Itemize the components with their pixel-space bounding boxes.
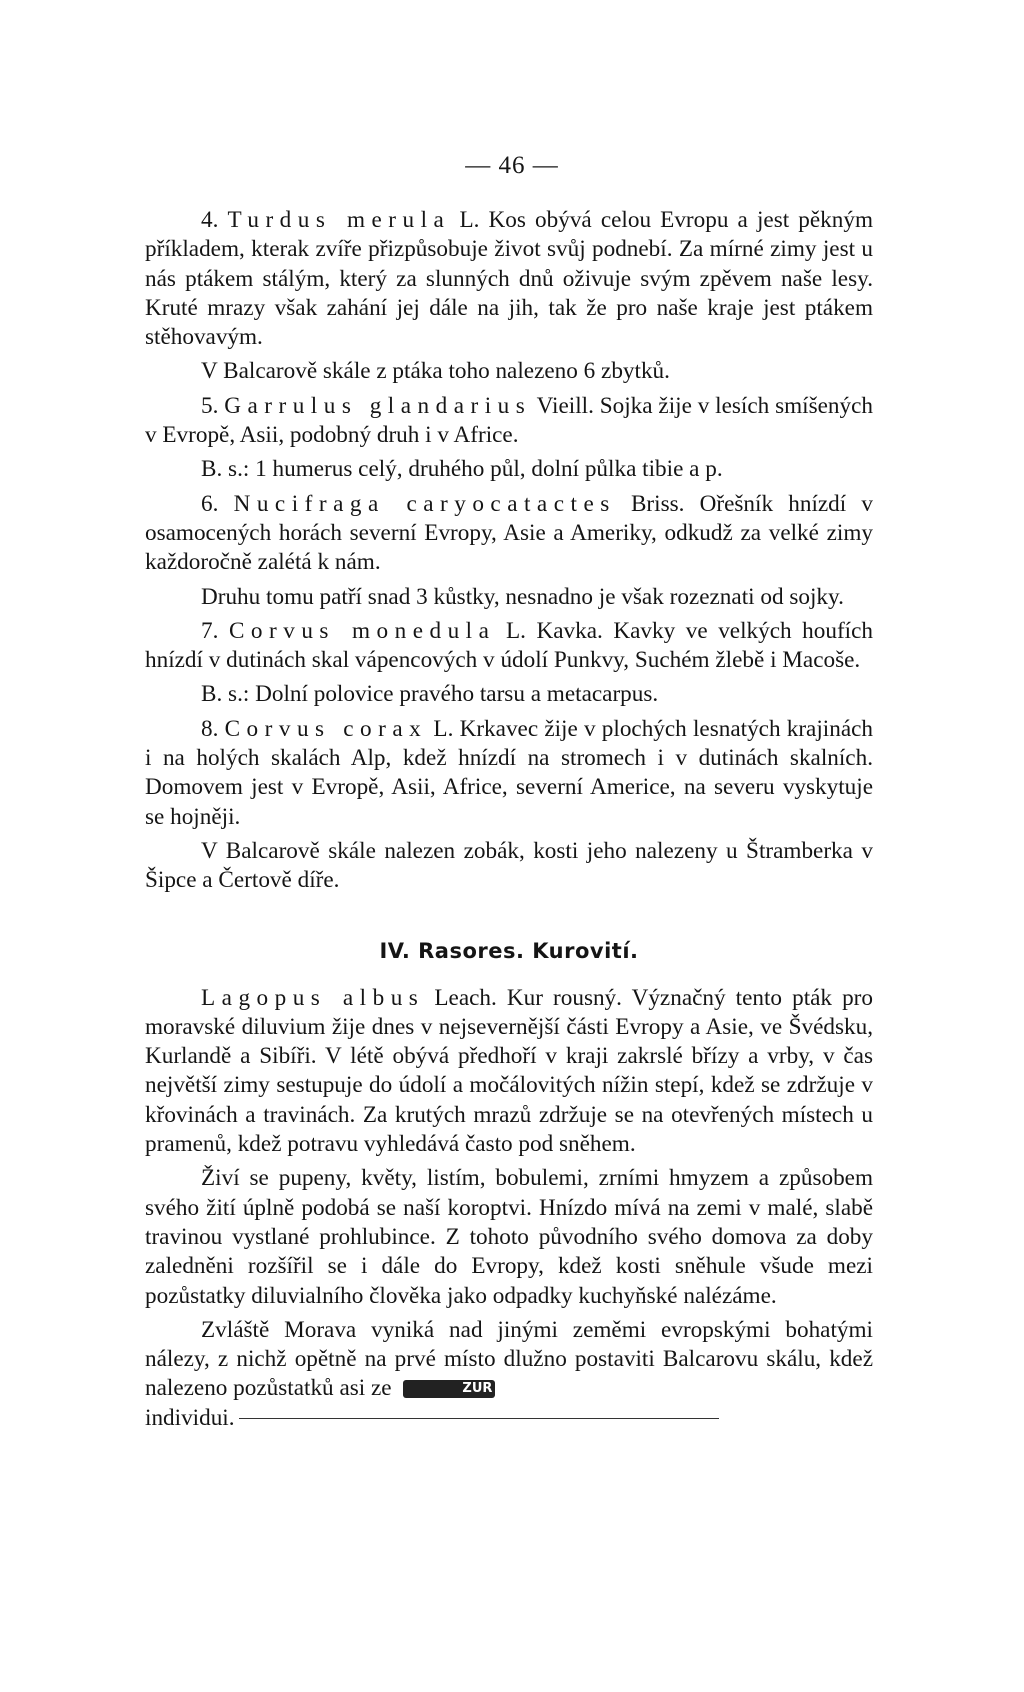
species-name: Lagopus albus bbox=[201, 984, 425, 1011]
entry-number: 8. bbox=[201, 715, 219, 742]
entry-text: L. Krkavec žije v plochých lesnatých krajinách i na holých skalách Alp, kdež hnízdí na stromech i v dutinách skalních. Domovem jest v Evropě, Asii, Africe, severní Americe, na severu vyskytuje se hojněji. bbox=[145, 715, 874, 830]
species-name: Corvus monedula bbox=[228, 617, 496, 644]
entry-number: 7. bbox=[201, 617, 219, 644]
entry-note: Druhu tomu patří snad 3 kůstky, nesnadno je však rozeznati od sojky. bbox=[201, 583, 844, 610]
entry-paragraph: Živí se pupeny, květy, listím, bobulemi, zrními hmyzem a způsobem svého žití úplně podobá se naší koroptvi. Hnízdo mívá na zemi v malé, slabě travinou vystlané prohlubince. Z tohoto původního svého domova za doby zaledněni rozšířil se i dále do Evropy, kdež kosti sněhule všude mezi pozůstatky diluvialního člověka jako odpadky kuchyňské nalézáme. bbox=[145, 1165, 873, 1309]
entry-paragraph-last bbox=[145, 1316, 873, 1433]
entry-corvus-corax bbox=[145, 715, 873, 832]
entry-note: B. s.: Dolní polovice pravého tarsu a metacarpus. bbox=[201, 681, 659, 708]
entry-text: L. Kavka. Kavky ve velkých houfích hnízdí v dutinách skal vápencových v údolí Punkvy, Suchém žlebě i Macoše. bbox=[145, 617, 874, 674]
library-stamp-icon: ZUR bbox=[403, 1380, 495, 1398]
section-heading: IV. Rasores. Kurovití. bbox=[379, 938, 639, 963]
entry-nucifraga-caryocatactes bbox=[145, 490, 873, 578]
entry-lagopus-albus bbox=[145, 984, 873, 1160]
body-text bbox=[145, 206, 873, 1438]
species-name: Nucifraga caryocatactes bbox=[233, 490, 616, 517]
entry-text: Briss. Ořešník hnízdí v osamocených horách severní Evropy, Asie a Ameriky, odkudž za velké zimy každoročně zalétá k nám. bbox=[145, 490, 874, 576]
page-number: — 46 — bbox=[465, 152, 559, 179]
entry-number: 6. bbox=[201, 490, 219, 517]
divider-rule bbox=[239, 1418, 719, 1419]
entry-text: L. Kos obývá celou Evropu a jest pěkným příkladem, kterak zvíře přizpůsobuje život svůj podnebí. Za mírné zimy jest u nás ptákem stálým, který za slunných dnů oživuje svým zpěvem naše lesy. Kruté mrazy však zahání jej dále na jih, tak že pro naše kraje jest ptákem stěhovavým. bbox=[145, 207, 873, 351]
entry-note: V Balcarově skále z ptáka toho nalezeno 6 zbytků. bbox=[201, 358, 670, 385]
entry-text: Vieill. Sojka žije v lesích smíšených v Evropě, Asii, podobný druh i v Africe. bbox=[145, 392, 873, 449]
entry-number: 5. bbox=[201, 392, 219, 419]
entry-note: B. s.: 1 humerus celý, druhého půl, dolní půlka tibie a p. bbox=[201, 456, 723, 483]
species-name: Garrulus glandarius bbox=[224, 392, 532, 419]
entry-note: V Balcarově skále nalezen zobák, kosti jeho nalezeny u Štramberka v Šipce a Čertově díře. bbox=[145, 837, 873, 894]
entry-text-tail: individui. bbox=[145, 1404, 235, 1431]
entry-garrulus-glandarius bbox=[145, 392, 873, 451]
entry-text: Zvláště Morava vyniká nad jinými zeměmi evropskými bohatými nálezy, z nichž opětně na prvé místo dlužno postaviti Balcarovu skálu, kdež nalezeno pozůstatků asi ze bbox=[145, 1316, 873, 1402]
entry-turdus-merula bbox=[145, 206, 873, 352]
entry-text: Leach. Kur rousný. Význačný tento pták pro moravské diluvium žije dnes v nejsevernější části Evropy a Asie, ve Švédsku, Kurlandě a Sibíři. V létě obývá předhoří v kraji zakrslé břízy a vrby, v čas největší zimy sestupuje do údolí a močálovitých nížin stepí, kdež se zdržuje v křovinách a travinách. Za krutých mrazů zdržuje se na otevřených místech u pramenů, kdež potravu vyhledává často pod sněhem. bbox=[145, 984, 873, 1158]
species-name: Turdus merula bbox=[227, 207, 451, 233]
entry-corvus-monedula bbox=[145, 617, 873, 676]
species-name: Corvus corax bbox=[224, 715, 428, 742]
entry-number: 4. bbox=[201, 207, 219, 233]
